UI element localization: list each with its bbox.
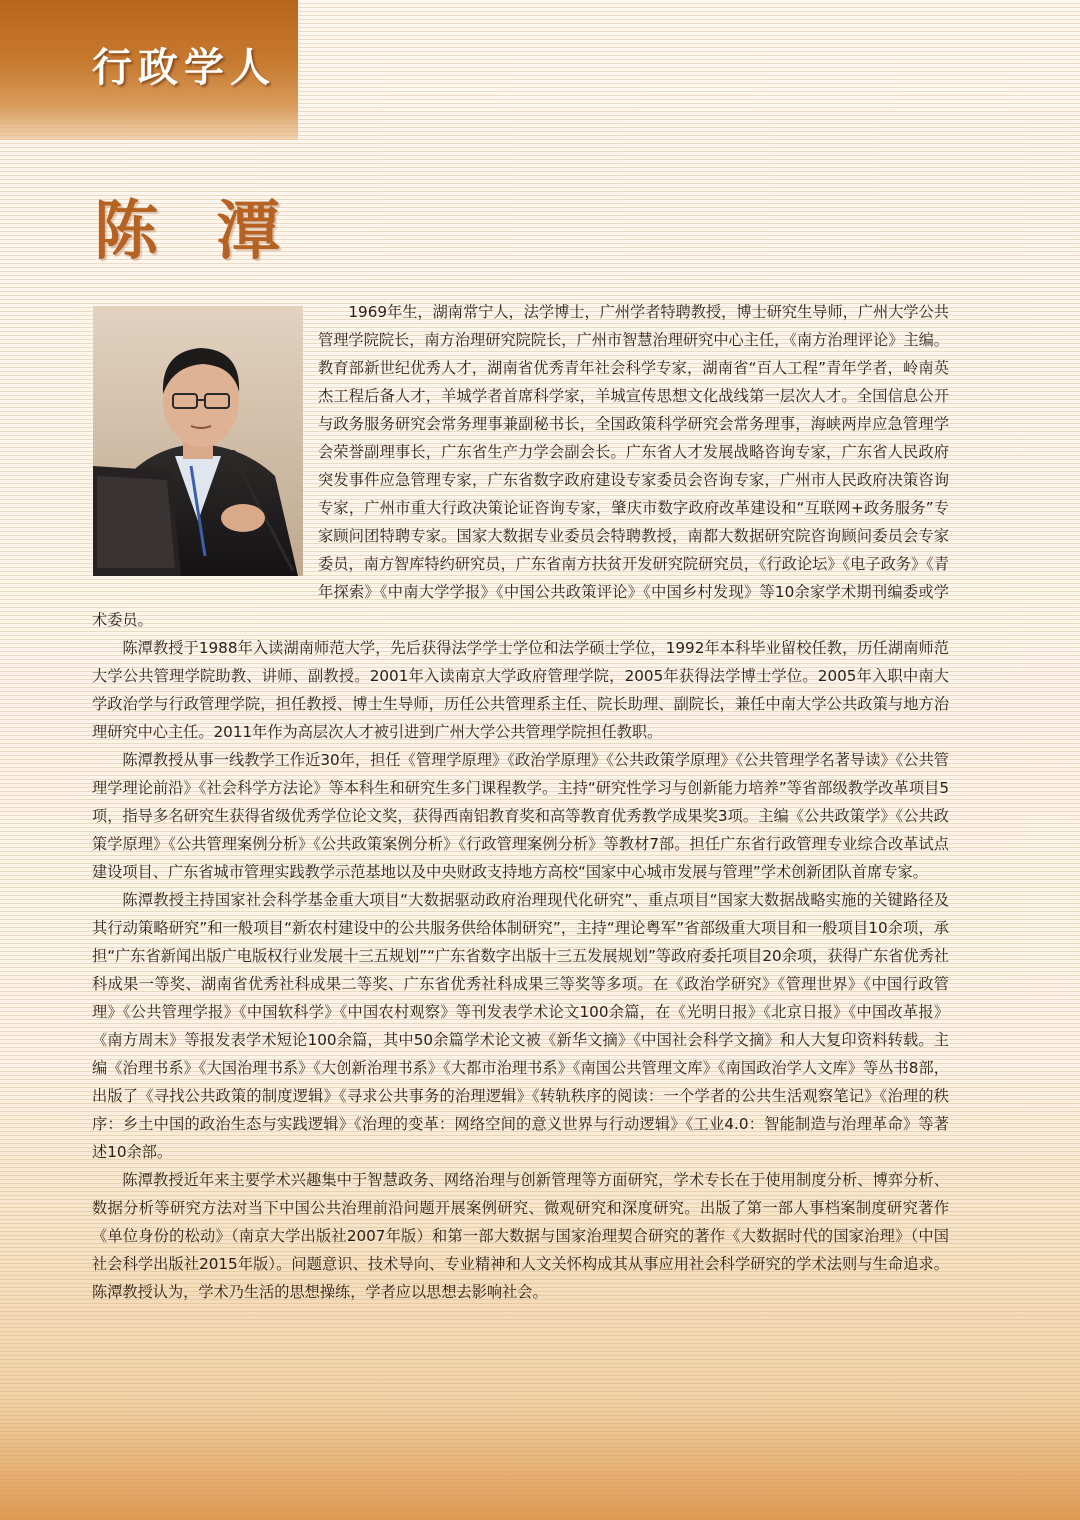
biography-text [92, 298, 949, 1306]
bio-paragraph-1: 1969年生，湖南常宁人，法学博士，广州学者特聘教授，博士研究生导师，广州大学公共管理学院院长，南方治理研究院院长，广州市智慧治理研究中心主任，《南方治理评论》主编。教育部新世纪优秀人才，湖南省优秀青年社会科学专家，湖南省“百人工程”青年学者，岭南英杰工程后备人才，羊城学者首席科学家，羊城宣传思想文化战线第一层次人才。全国信息公开与政务服务研究会常务理事兼副秘书长，全国政策科学研究会常务理事，海峡两岸应急管理学会荣誉副理事长，广东省生产力学会副会长。广东省人才发展战略咨询专家，广东省人民政府突发事件应急管理专家，广东省数字政府建设专家委员会咨询专家，广州市人民政府决策咨询专家，广州市重大行政决策论证咨询专家，肇庆市数字政府改革建设和“互联网+政务服务”专家顾问团特聘专家。国家大数据专业委员会特聘教授，南都大数据研究院咨询顾问委员会专家委员，南方智库特约研究员，广东省南方扶贫开发研究院研究员，《行政论坛》《电子政务》《青年探索》《中南大学学报》《中国公共政策评论》《中国乡村发现》等10余家学术期刊编委或学术委员。 [92, 303, 949, 629]
bio-paragraph-3: 陈潭教授从事一线教学工作近30年，担任《管理学原理》《政治学原理》《公共政策学原理》《公共管理学名著导读》《公共管理学理论前沿》《社会科学方法论》等本科生和研究生多门课程教学。主持“研究性学习与创新能力培养”等省部级教学改革项目5项，指导多名研究生获得省级优秀学位论文奖，获得西南铝教育奖和高等教育优秀教学成果奖3项。主编《公共政策学》《公共政策学原理》《公共管理案例分析》《公共政策案例分析》《行政管理案例分析》等教材7部。担任广东省行政管理专业综合改革试点建设项目、广东省城市管理实践教学示范基地以及中央财政支持地方高校“国家中心城市发展与管理”学术创新团队首席专家。 [92, 751, 949, 881]
bio-paragraph-4: 陈潭教授主持国家社会科学基金重大项目“大数据驱动政府治理现代化研究”、重点项目“国家大数据战略实施的关键路径及其行动策略研究”和一般项目“新农村建设中的公共服务供给体制研究”，主持“理论粤军”省部级重大项目和一般项目10余项，承担“广东省新闻出版广电版权行业发展十三五规划”“广东省数字出版十三五发展规划”等政府委托项目20余项，获得广东省优秀社科成果一等奖、湖南省优秀社科成果二等奖、广东省优秀社科成果三等奖等多项。在《政治学研究》《管理世界》《中国行政管理》《公共管理学报》《中国软科学》《中国农村观察》等刊发表学术论文100余篇，在《光明日报》《北京日报》《中国改革报》《南方周末》等报发表学术短论100余篇，其中50余篇学术论文被《新华文摘》《中国社会科学文摘》和人大复印资料转载。主编《治理书系》《大国治理书系》《大创新治理书系》《大都市治理书系》《南国公共管理文库》《南国政治学人文库》等丛书8部，出版了《寻找公共政策的制度逻辑》《寻求公共事务的治理逻辑》《转轨秩序的阅读：一个学者的公共生活观察笔记》《治理的秩序：乡土中国的政治生态与实践逻辑》《治理的变革：网络空间的意义世界与行动逻辑》《工业4.0：智能制造与治理革命》等著述10余部。 [92, 891, 949, 1161]
bio-paragraph-5: 陈潭教授近年来主要学术兴趣集中于智慧政务、网络治理与创新管理等方面研究，学术专长在于使用制度分析、博弈分析、数据分析等研究方法对当下中国公共治理前沿问题开展案例研究、微观研究和深度研究。出版了第一部人事档案制度研究著作《单位身份的松动》（南京大学出版社2007年版）和第一部大数据与国家治理契合研究的著作《大数据时代的国家治理》（中国社会科学出版社2015年版）。问题意识、技术导向、专业精神和人文关怀构成其从事应用社会科学研究的学术法则与生命追求。陈潭教授认为，学术乃生活的思想操练，学者应以思想去影响社会。 [92, 1171, 949, 1301]
photo-text-wrap-spacer [92, 298, 318, 590]
header-tab [0, 0, 298, 140]
bio-paragraph-2: 陈潭教授于1988年入读湖南师范大学，先后获得法学学士学位和法学硕士学位，1992年本科毕业留校任教，历任湖南师范大学公共管理学院助教、讲师、副教授。2001年入读南京大学政府管理学院，2005年获得法学博士学位。2005年入职中南大学政治学与行政管理学院，担任教授、博士生导师，历任公共管理系主任、院长助理、副院长，兼任中南大学公共政策与地方治理研究中心主任。2011年作为高层次人才被引进到广州大学公共管理学院担任教职。 [92, 639, 949, 741]
section-title: 行政学人 [92, 45, 276, 91]
person-name: 陈 潭 [94, 195, 299, 269]
